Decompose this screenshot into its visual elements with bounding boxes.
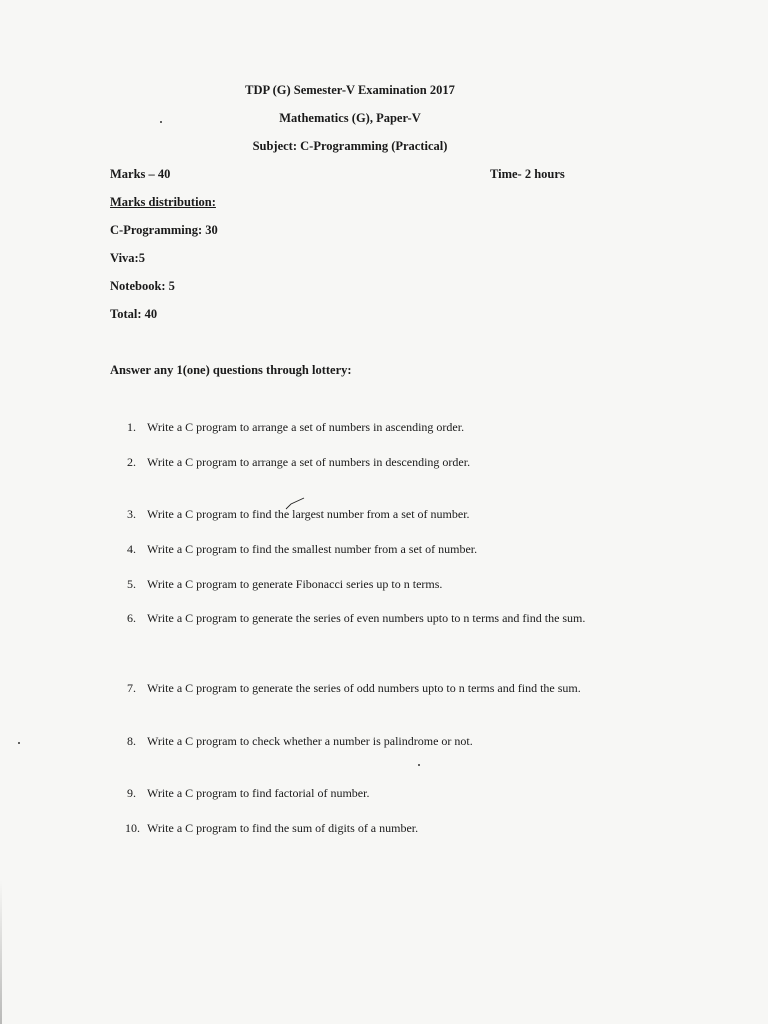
question-text: Write a C program to find the sum of digits of a number.	[147, 821, 419, 835]
scan-speck	[18, 742, 20, 744]
question-item	[127, 733, 587, 750]
marks-notebook: Notebook: 5	[110, 279, 175, 293]
total-marks: Marks – 40	[110, 167, 171, 181]
scan-speck	[418, 764, 420, 766]
marks-c-programming: C-Programming: 30	[110, 223, 218, 237]
question-item	[127, 785, 587, 802]
question-text: Write a C program to generate the series of odd numbers upto to n terms and find the sum.	[147, 681, 581, 695]
question-number: 1.	[127, 420, 136, 434]
question-item	[127, 820, 587, 837]
question-number: 8.	[127, 734, 136, 748]
question-item	[127, 506, 587, 523]
question-text: Write a C program to find the smallest number from a set of number.	[147, 542, 478, 556]
question-number: 5.	[127, 577, 136, 591]
subject-title: Subject: C-Programming (Practical)	[252, 139, 448, 153]
question-number: 10.	[125, 821, 140, 835]
marks-viva: Viva:5	[110, 251, 145, 265]
question-number: 2.	[127, 455, 136, 469]
question-text: Write a C program to generate the series of even numbers upto to n terms and find the sum.	[147, 611, 586, 625]
marks-total: Total: 40	[110, 307, 158, 321]
question-text: Write a C program to find the largest number from a set of number.	[147, 507, 470, 521]
question-item	[127, 541, 587, 558]
question-number: 6.	[127, 611, 136, 625]
question-number: 9.	[127, 786, 136, 800]
exam-title: TDP (G) Semester-V Examination 2017	[245, 83, 455, 97]
question-item	[127, 419, 587, 436]
paper-title: Mathematics (G), Paper-V	[279, 111, 421, 125]
question-item	[127, 454, 587, 471]
question-item	[127, 610, 587, 627]
question-text: Write a C program to arrange a set of numbers in ascending order.	[147, 420, 465, 434]
question-text: Write a C program to generate Fibonacci series up to n terms.	[147, 577, 443, 591]
question-number: 3.	[127, 507, 136, 521]
question-item	[127, 680, 587, 697]
question-number: 7.	[127, 681, 136, 695]
exam-duration: Time- 2 hours	[490, 167, 565, 181]
scan-speck	[160, 121, 162, 123]
scan-edge-shadow	[0, 880, 2, 1024]
marks-distribution-heading: Marks distribution:	[110, 195, 216, 209]
instruction-text: Answer any 1(one) questions through lottery:	[110, 363, 352, 377]
question-number: 4.	[127, 542, 136, 556]
question-text: Write a C program to arrange a set of numbers in descending order.	[147, 455, 471, 469]
question-text: Write a C program to check whether a number is palindrome or not.	[147, 734, 473, 748]
question-item	[127, 576, 587, 593]
question-text: Write a C program to find factorial of number.	[147, 786, 370, 800]
pen-tick-mark	[285, 497, 305, 511]
